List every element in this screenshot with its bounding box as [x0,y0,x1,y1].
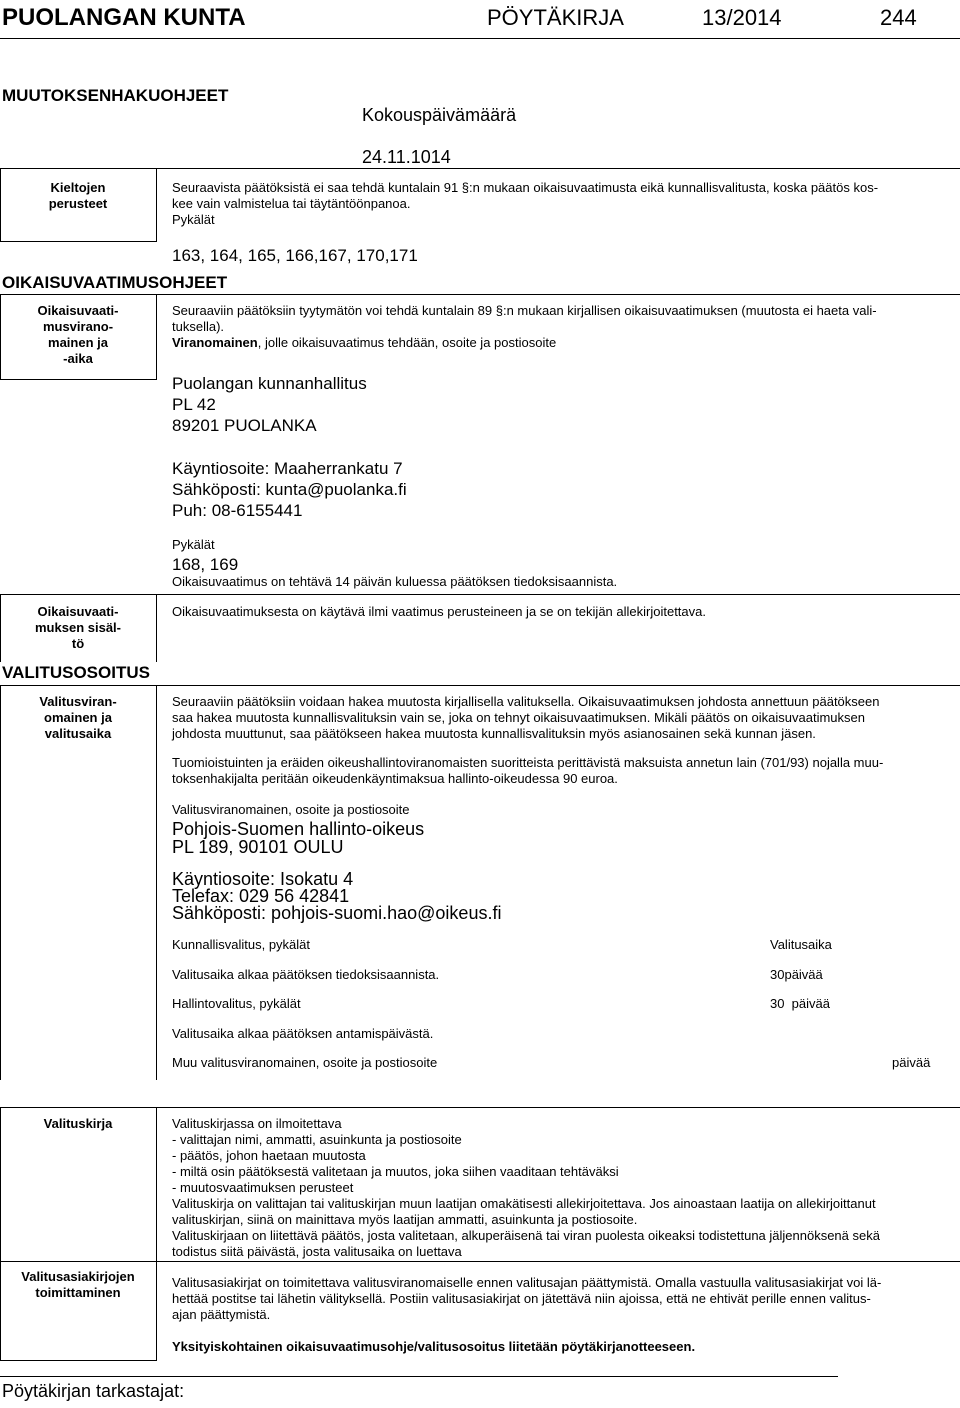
document-number: 13/2014 [702,5,782,30]
asiakirjat-footer-note: Yksityiskohtainen oikaisuvaatimusohje/valitusosoitus liitetään pöytäkirjanotteeseen. [172,1339,696,1354]
pykalat-label-1: Pykälät [172,212,215,227]
valitus-paragraph-2: Tuomioistuinten ja eräiden oikeushallintoviranomaisten suoritteista perittävistä maksuista annetun lain (701/93) nojalla muu- toksenhakijalta peritään oikeudenkäyntimaksua hallinto-oikeudessa 90 euroa. [172,755,884,786]
asiakirjat-text: Valitusasiakirjat on toimitettava valitusviranomaiselle ennen valitusajan päättymistä. Omalla vastuulla valitusasiakirjat voi lä- hettää postitse tai lähetin välityksellä. Postiin valitusasiakirjat on jätettävä niin ajoissa, että ne ehtivät perille ennen valitus- ajan päättymistä. [172,1275,882,1322]
hallintovalitus-days: 30 päivää [770,996,830,1011]
box-border-left [0,1261,1,1361]
box-border-right [156,1261,157,1361]
header-divider [0,38,960,39]
box-border-right [156,294,157,380]
tarkastajat-label: Pöytäkirjan tarkastajat: [2,1381,185,1401]
valituskirja-text: Valituskirjassa on ilmoitettava - valittajan nimi, ammatti, asuinkunta ja postiosoite - päätös, johon haetaan muutosta - miltä osin päätöksestä valitetaan ja muutos, joka siihen vaaditaan tehtäväksi - muutosvaatimuksen perusteet Valituskirja on valittajan tai valituskirjan muun laatijan omakätisesti allekirjoitettava. Jos ainoastaan laatija on allekirjoittanut valituskirjan, siinä on mainittava myös laatijan ammatti, asuinkunta ja postiosoite. Valituskirjaan on liitettävä päätös, josta valitetaan, alkuperäisenä tai viran puolesta oikeaksi todistettuna jäljennöksenä sekä todistus siitä päivästä, josta valitusaika on luettava [172,1116,880,1259]
pykalat-list-2: 168, 169 [172,555,239,574]
muu-valitusviranomainen-days: päivää [892,1055,931,1070]
oikaisu-deadline: Oikaisuvaatimus on tehtävä 14 päivän kuluessa päätöksen tiedoksisaannista. [172,574,618,589]
label-valitusasiakirjojen-toimittaminen: Valitusasiakirjojen toimittaminen [21,1269,135,1300]
box-border-right [156,594,157,662]
oikaisu-text: Seuraaviin päätöksiin tyytymätön voi tehdä kuntalain 89 §:n mukaan kirjallisen oikaisuvaatimuksen (muutosta ei haeta vali- tuksella). [172,303,877,334]
section-divider [0,1107,960,1108]
box-border-bottom [0,241,157,242]
footer-divider [0,1376,838,1377]
label-oikaisuvaatimuksen-sisalto: Oikaisuvaati- muksen sisäl- tö [35,604,121,651]
authority-contact: Käyntiosoite: Maaherrankatu 7 Sähköposti: kunta@puolanka.fi Puh: 08-6155441 [172,459,407,520]
muu-valitusviranomainen-label: Muu valitusviranomainen, osoite ja postiosoite [172,1055,438,1070]
authority-address: Puolangan kunnanhallitus PL 42 89201 PUOLANKA [172,374,367,435]
box-border-right [156,685,157,1080]
section-divider [0,168,960,169]
pykalat-label-2: Pykälät [172,537,215,552]
kieltojen-text: Seuraavista päätöksistä ei saa tehdä kuntalain 91 §:n mukaan oikaisuvaatimusta eikä kunnallisvalitusta, koska päätös kos- kee vain valmistelua tai täytäntöönpanoa. [172,180,879,211]
pykalat-list-1: 163, 164, 165, 166,167, 170,171 [172,246,418,265]
hallintovalitus-label: Hallintovalitus, pykälät [172,996,301,1011]
box-border-right [156,1107,157,1261]
court-address: Pohjois-Suomen hallinto-oikeus PL 189, 90101 OULU [172,819,425,857]
sisalto-text: Oikaisuvaatimuksesta on käytävä ilmi vaatimus perusteineen ja se on tekijän allekirjoitettava. [172,604,706,619]
page-number: 244 [880,5,917,30]
section-heading-oikaisu: OIKAISUVAATIMUSOHJEET [2,273,228,292]
valitus-paragraph-1: Seuraaviin päätöksiin voidaan hakea muutosta kirjallisella valituksella. Oikaisuvaatimuksen johdosta annettuun päätökseen saa hakea muutosta kunnallisvalituksin vain se, joka on tehnyt oikaisuvaatimuksen. Mikäli päätös on oikaisuvaatimuksen johdosta muuttunut, saa päätökseen hakea muutosta kunnallisvalituksin myös asianosainen sekä kunnan jäsen. [172,694,880,741]
box-border-left [0,685,1,1080]
label-valituskirja: Valituskirja [43,1116,113,1131]
section-divider [0,685,960,686]
label-oikaisuvaatimusviranomainen: Oikaisuvaati- musvirano- mainen ja -aika [37,303,119,366]
label-valitusviranomainen: Valitusviran- omainen ja valitusaika [39,694,117,741]
box-border-left [0,594,1,662]
section-divider [0,594,960,595]
section-divider [0,294,960,295]
box-border-right [156,168,157,242]
document-type: PÖYTÄKIRJA [487,5,624,30]
court-contact: Käyntiosoite: Isokatu 4 Telefax: 029 56 42841 Sähköposti: pohjois-suomi.hao@oikeus.fi [172,869,502,923]
hallintovalitus-start: Valitusaika alkaa päätöksen antamispäivästä. [172,1026,434,1041]
organization-name: PUOLANGAN KUNTA [2,4,246,31]
valitusaika-header: Valitusaika [770,937,832,952]
authority-line: Viranomainen, jolle oikaisuvaatimus tehdään, osoite ja postiosoite [172,335,557,350]
kunnallisvalitus-label: Kunnallisvalitus, pykälät [172,937,311,952]
section-heading-valitus: VALITUSOSOITUS [2,663,150,682]
valitusviranomainen-label: Valitusviranomainen, osoite ja postiosoite [172,802,410,817]
section-heading-muutoksenhaku: MUUTOKSENHAKUOHJEET [2,86,229,105]
box-border-bottom [0,379,157,380]
section-divider [0,1261,960,1262]
meeting-date: 24.11.1014 [362,147,451,167]
box-border-bottom [0,1360,157,1361]
box-border-left [0,294,1,380]
kunnallisvalitus-start: Valitusaika alkaa päätöksen tiedoksisaannista. [172,967,440,982]
kunnallisvalitus-days: 30päivää [770,967,823,982]
meeting-date-label: Kokouspäivämäärä [362,105,517,125]
box-border-left [0,168,1,242]
box-border-left [0,1107,1,1261]
label-kieltojen-perusteet: Kieltojen perusteet [48,180,108,211]
